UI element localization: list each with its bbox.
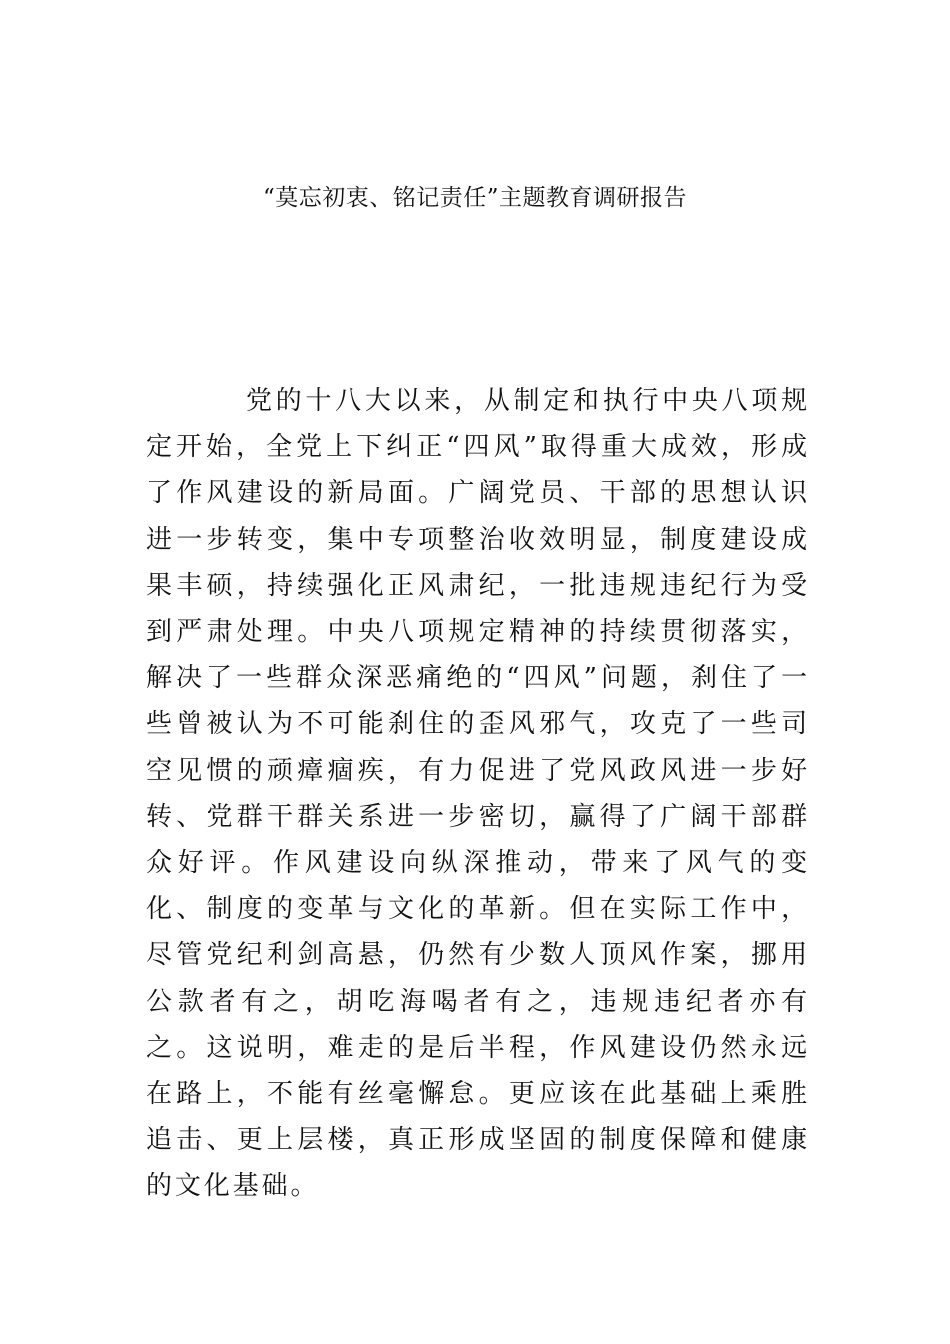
document-title: “莫忘初衷、铭记责任”主题教育调研报告: [262, 185, 688, 211]
body-paragraph: 党的十八大以来，从制定和执行中央八项规定开始，全党上下纠正“四风”取得重大成效，形成了作风建设的新局面。广阔党员、干部的思想认识进一步转变，集中专项整治收效明显，制度建设成果丰硕，持续强化正风肃纪，一批违规违纪行为受到严肃处理。中央八项规定精神的持续贯彻落实，解决了一些群众深恶痛绝的“四风”问题，刹住了一些曾被认为不可能刹住的歪风邪气，攻克了一些司空见惯的顽瘴痼疾，有力促进了党风政风进一步好转、党群干群关系进一步密切，赢得了广阔干部群众好评。作风建设向纵深推动，带来了风气的变化、制度的变革与文化的革新。但在实际工作中，尽管党纪利剑高悬，仍然有少数人顶风作案，挪用公款者有之，胡吃海喝者有之，违规违纪者亦有之。这说明，难走的是后半程，作风建设仍然永远在路上，不能有丝毫懈怠。更应该在此基础上乘胜追击、更上层楼，真正形成坚固的制度保障和健康的文化基础。: [146, 386, 810, 1202]
